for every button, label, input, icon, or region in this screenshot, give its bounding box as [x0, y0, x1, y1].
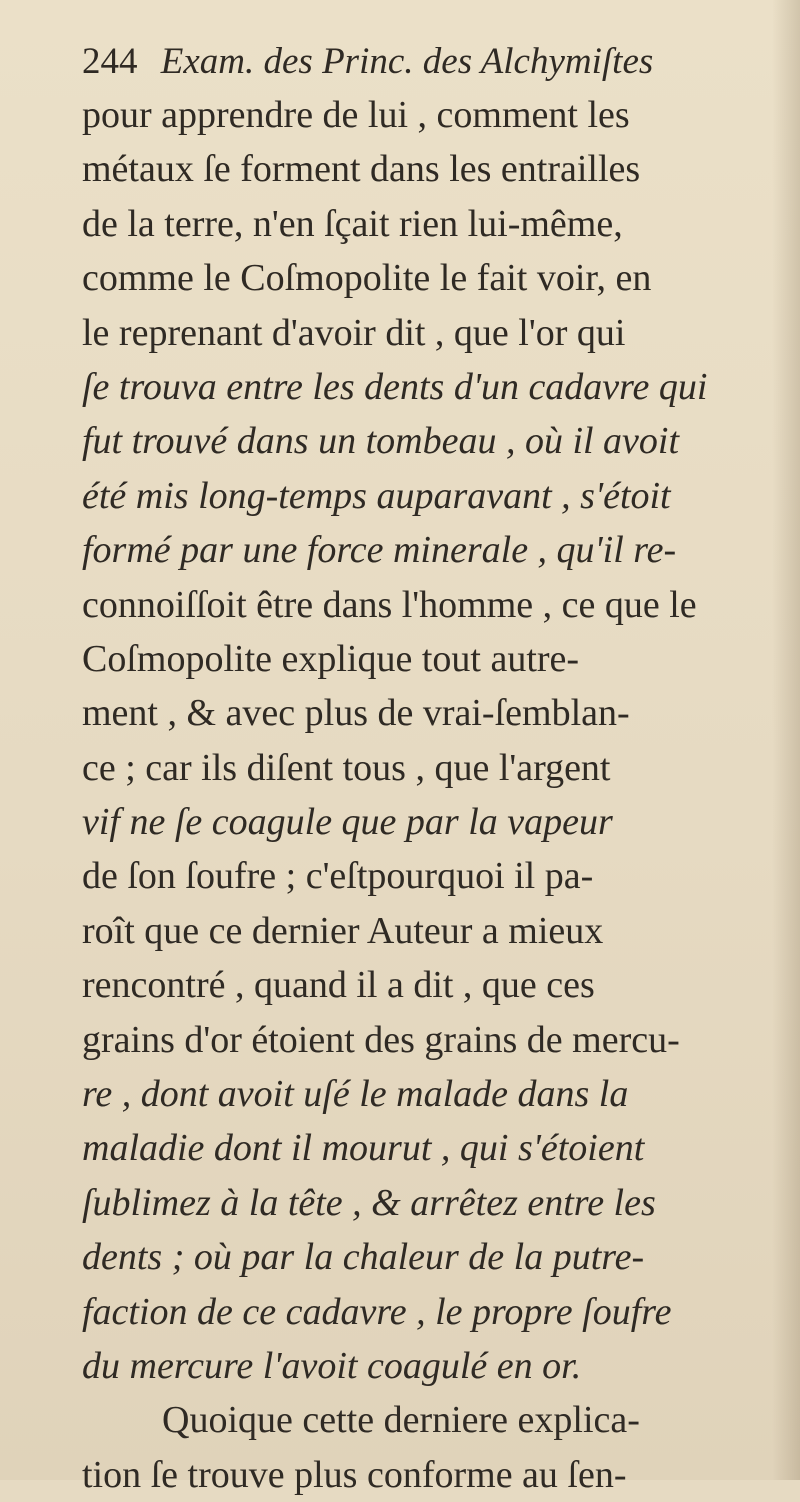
text-line: de la terre, n'en ſçait rien lui-même, [82, 202, 623, 245]
text-line: ce ; car ils diſent tous , que l'argent [82, 746, 611, 789]
text-line-italic: maladie dont il mourut , qui s'étoient [82, 1127, 645, 1170]
text-line: métaux ſe forment dans les entrailles [82, 148, 641, 191]
text-line: rencontré , quand il a dit , que ces [82, 964, 595, 1007]
running-title: Exam. des Princ. des Alchymiſtes [160, 41, 654, 82]
text-line-italic: du mercure l'avoit coagulé en or. [82, 1344, 582, 1387]
text-line: le reprenant d'avoir dit , que l'or qui [82, 311, 626, 354]
text-line-italic: été mis long-temps auparavant , s'étoit [82, 474, 671, 517]
body-text [82, 88, 772, 1502]
page-header [82, 34, 762, 90]
text-line-italic: ſublimez à la tête , & arrêtez entre les [82, 1181, 656, 1224]
text-line-italic: formé par une force minerale , qu'il re- [82, 529, 677, 572]
text-line: comme le Coſmopolite le fait voir, en [82, 257, 652, 300]
text-line: tion ſe trouve plus conforme au ſen- [82, 1453, 627, 1496]
text-line: ment , & avec plus de vrai-ſemblan- [82, 692, 630, 735]
text-line-italic: fut trouvé dans un tombeau , où il avoit [82, 420, 680, 463]
text-line: pour apprendre de lui , comment les [82, 94, 630, 136]
page-number: 244 [82, 41, 138, 82]
text-line: de ſon ſoufre ; c'eſtpourquoi il pa- [82, 855, 594, 898]
text-line-italic: ſe trouva entre les dents d'un cadavre qui [82, 365, 708, 408]
text-line: Coſmopolite explique tout autre- [82, 637, 580, 680]
spine-shadow [772, 0, 800, 1480]
text-line: connoiſſoit être dans l'homme , ce que le [82, 583, 697, 626]
text-line-italic: faction de ce cadavre , le propre ſoufre [82, 1290, 672, 1333]
text-line-italic: re , dont avoit uſé le malade dans la [82, 1073, 629, 1116]
text-line: grains d'or étoient des grains de mercu- [82, 1018, 680, 1061]
text-line-italic: dents ; où par la chaleur de la putre- [82, 1236, 645, 1279]
text-line-italic: vif ne ſe coagule que par la vapeur [82, 801, 613, 844]
text-line: roît que ce dernier Auteur a mieux [82, 909, 604, 952]
text-line-paragraph-start: Quoique cette derniere explica- [162, 1399, 640, 1442]
